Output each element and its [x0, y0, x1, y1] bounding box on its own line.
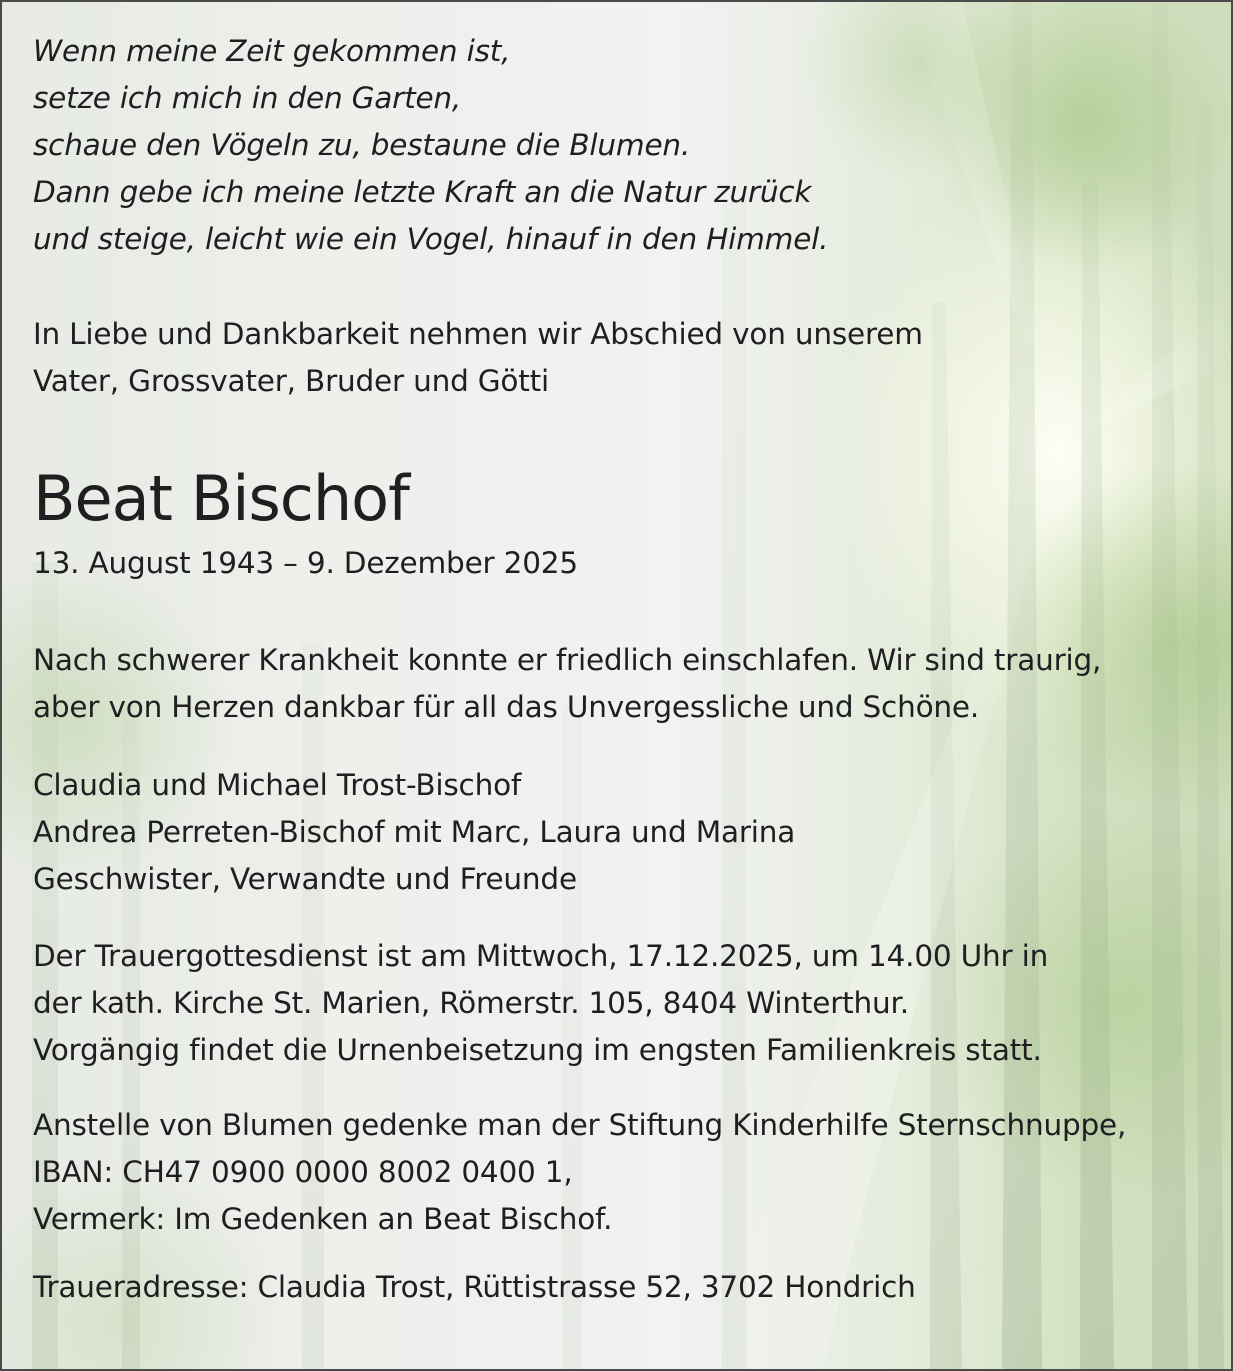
donation-info — [33, 1102, 1223, 1243]
deceased-name: Beat Bischof — [33, 462, 409, 535]
donation-line: Anstelle von Blumen gedenke man der Stiftung Kinderhilfe Sternschnuppe, — [33, 1108, 1127, 1142]
donation-line: Vermerk: Im Gedenken an Beat Bischof. — [33, 1202, 613, 1236]
family-line: Andrea Perreten-Bischof mit Marc, Laura und Marina — [33, 815, 796, 849]
farewell-line: In Liebe und Dankbarkeit nehmen wir Abschied von unserem — [33, 317, 923, 351]
poem-line: schaue den Vögeln zu, bestaune die Blumen. — [33, 128, 691, 162]
service-info — [33, 933, 1223, 1074]
service-line: Der Trauergottesdienst ist am Mittwoch, 17.12.2025, um 14.00 Uhr in — [33, 939, 1049, 973]
service-line: Vorgängig findet die Urnenbeisetzung im engsten Familienkreis statt. — [33, 1033, 1042, 1067]
poem-line: setze ich mich in den Garten, — [33, 81, 462, 115]
message-text — [33, 637, 1223, 731]
farewell-line: Vater, Grossvater, Bruder und Götti — [33, 364, 550, 398]
poem — [33, 28, 1223, 263]
poem-line: Wenn meine Zeit gekommen ist, — [33, 34, 511, 68]
family-list — [33, 762, 1223, 903]
family-line: Geschwister, Verwandte und Freunde — [33, 862, 577, 896]
poem-line: Dann gebe ich meine letzte Kraft an die Natur zurück — [33, 175, 812, 209]
farewell-text — [33, 311, 1223, 405]
family-line: Claudia und Michael Trost-Bischof — [33, 768, 522, 802]
notice-content — [33, 28, 1223, 1311]
message-line: Nach schwerer Krankheit konnte er friedlich einschlafen. Wir sind traurig, — [33, 643, 1102, 677]
mourning-address: Traueradresse: Claudia Trost, Rüttistrasse 52, 3702 Hondrich — [33, 1270, 916, 1304]
donation-line: IBAN: CH47 0900 0000 8002 0400 1, — [33, 1155, 573, 1189]
message-line: aber von Herzen dankbar für all das Unvergessliche und Schöne. — [33, 690, 980, 724]
poem-line: und steige, leicht wie ein Vogel, hinauf in den Himmel. — [33, 222, 829, 256]
life-dates: 13. August 1943 – 9. Dezember 2025 — [33, 546, 578, 580]
service-line: der kath. Kirche St. Marien, Römerstr. 105, 8404 Winterthur. — [33, 986, 909, 1020]
